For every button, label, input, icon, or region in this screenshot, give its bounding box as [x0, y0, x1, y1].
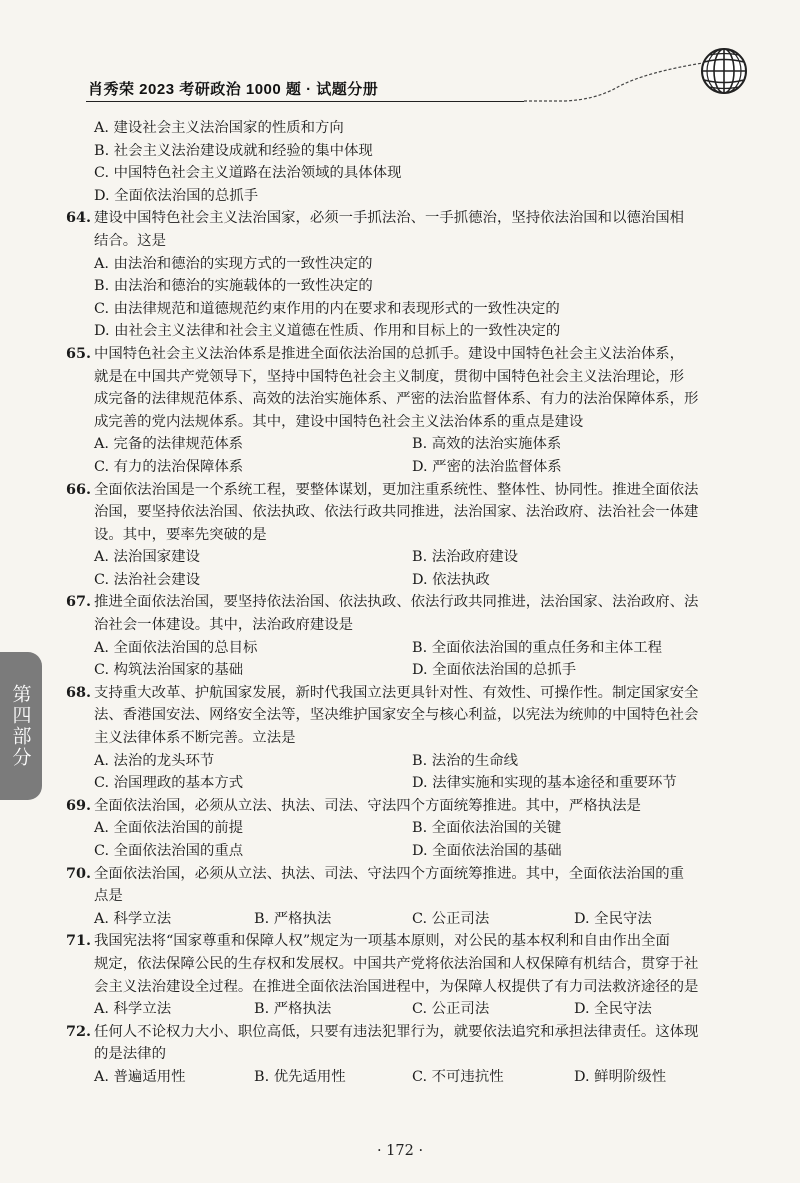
option: B. 优先适用性	[254, 1068, 346, 1085]
options	[94, 817, 750, 862]
question-text: 全面依法治国，必须从立法、执法、司法、守法四个方面统筹推进。其中，严格执法是	[94, 797, 641, 814]
question-continued-line	[94, 1043, 750, 1066]
question-text: 结合。这是	[94, 232, 166, 249]
question-text: 支持重大改革、护航国家发展，新时代我国立法更具针对性、有效性、可操作性。制定国家安全	[94, 684, 699, 701]
question-number: 64.	[66, 209, 92, 227]
question-continued-line	[94, 953, 750, 976]
question	[66, 1021, 750, 1089]
option: A. 科学立法	[94, 1001, 172, 1018]
questions	[66, 207, 750, 1088]
globe-icon	[699, 46, 749, 96]
option: C. 不可违抗性	[412, 1068, 504, 1085]
option: A. 全面依法治国的总目标	[94, 639, 258, 656]
option: D. 全面依法治国的总抓手	[412, 662, 577, 679]
option: A. 法治国家建设	[94, 549, 200, 566]
question-continued-line	[94, 524, 750, 547]
question-text: 全面依法治国，必须从立法、执法、司法、守法四个方面统筹推进。其中，全面依法治国的重	[94, 865, 685, 882]
question	[66, 682, 750, 795]
option: C. 法治社会建设	[94, 571, 200, 588]
question	[66, 795, 750, 863]
question	[66, 207, 750, 343]
question-first-line	[66, 795, 750, 818]
page-number: · 172 ·	[376, 1143, 424, 1159]
option: B. 严格执法	[254, 910, 332, 927]
section-side-tab	[0, 652, 42, 800]
question-continued-line	[94, 230, 750, 253]
option: C. 有力的法治保障体系	[94, 458, 244, 475]
question-first-line	[66, 863, 750, 886]
question-text: 治社会一体建设。其中，法治政府建设是	[94, 617, 354, 634]
options	[94, 750, 750, 795]
question-first-line	[66, 591, 750, 614]
question-number: 65.	[66, 344, 92, 362]
question-text: 我国宪法将“国家尊重和保障人权”规定为一项基本原则，对公民的基本权利和自由作出全面	[94, 933, 670, 950]
question	[66, 343, 750, 479]
options	[94, 998, 750, 1021]
option: C. 中国特色社会主义道路在法治领域的具体体现	[94, 165, 402, 182]
question-continued-line	[94, 614, 750, 637]
header-dashed-curve	[524, 60, 709, 102]
option: D. 严密的法治监督体系	[412, 458, 562, 475]
question-text: 成完备的法律规范体系、高效的法治实施体系、严密的法治监督体系、有力的法治保障体系，形	[94, 391, 699, 408]
question-text: 主义法律体系不断完善。立法是	[94, 730, 296, 747]
question-text: 中国特色社会主义法治体系是推进全面依法治国的总抓手。建设中国特色社会主义法治体系，	[94, 345, 685, 362]
option: B. 法治的生命线	[412, 752, 519, 769]
question-first-line	[66, 343, 750, 366]
option: B. 全面依法治国的关键	[412, 820, 562, 837]
header-rule	[86, 101, 524, 102]
option: B. 高效的法治实施体系	[412, 436, 562, 453]
question-number: 70.	[66, 864, 92, 882]
question	[66, 863, 750, 931]
option: A. 科学立法	[94, 910, 172, 927]
option: B. 法治政府建设	[412, 549, 519, 566]
option: C. 公正司法	[412, 1001, 490, 1018]
option: B. 社会主义法治建设成就和经验的集中体现	[94, 142, 373, 159]
question-first-line	[66, 207, 750, 230]
question-number: 71.	[66, 932, 92, 950]
question-continued-line	[94, 388, 750, 411]
option: A. 全面依法治国的前提	[94, 820, 244, 837]
option: A. 完备的法律规范体系	[94, 436, 244, 453]
question-text: 成完善的党内法规体系。其中，建设中国特色社会主义法治体系的重点是建设	[94, 413, 584, 430]
question-text: 法、香港国安法、网络安全法等，坚决维护国家安全与核心利益，以宪法为统帅的中国特色社会	[94, 707, 699, 724]
question-text: 设。其中，要率先突破的是	[94, 526, 267, 543]
option: C. 构筑法治国家的基础	[94, 662, 244, 679]
question-text: 建设中国特色社会主义法治国家，必须一手抓法治、一手抓德治，坚持依法治国和以德治国相	[94, 210, 685, 227]
question-first-line	[66, 682, 750, 705]
option: A. 法治的龙头环节	[94, 752, 215, 769]
options	[94, 908, 750, 931]
question-text: 规定，依法保障公民的生存权和发展权。中国共产党将依法治国和人权保障有机结合，贯穿于社	[94, 955, 699, 972]
option: A. 由法治和德治的实现方式的一致性决定的	[94, 255, 373, 272]
options	[94, 433, 750, 478]
question-continued-line	[94, 704, 750, 727]
option: D. 全民守法	[574, 910, 652, 927]
question-number: 72.	[66, 1022, 92, 1040]
question-list	[66, 117, 750, 1089]
option: A. 建设社会主义法治国家的性质和方向	[94, 120, 344, 136]
option: D. 由社会主义法律和社会主义道德在性质、作用和目标上的一致性决定的	[94, 323, 561, 340]
option: B. 严格执法	[254, 1001, 332, 1018]
lead-options	[94, 117, 750, 207]
option: D. 依法执政	[412, 571, 490, 588]
question-continued-line	[94, 976, 750, 999]
question-text: 会主义法治建设全过程。在推进全面依法治国进程中，为保障人权提供了有力司法救济途径的是	[94, 978, 699, 995]
option: C. 公正司法	[412, 910, 490, 927]
question-continued-line	[94, 885, 750, 908]
question-text: 的是法律的	[94, 1046, 166, 1063]
question	[66, 930, 750, 1020]
question-text: 点是	[94, 888, 123, 905]
question	[66, 591, 750, 681]
question-continued-line	[94, 727, 750, 750]
question	[66, 479, 750, 592]
question-text: 全面依法治国是一个系统工程，要整体谋划，更加注重系统性、整体性、协同性。推进全面依法	[94, 481, 699, 498]
question-text: 推进全面依法治国，要坚持依法治国、依法执政、依法行政共同推进，法治国家、法治政府、法	[94, 594, 699, 611]
question-continued-line	[94, 366, 750, 389]
question-text: 任何人不论权力大小、职位高低，只要有违法犯罪行为，就要依法追究和承担法律责任。这体现	[94, 1023, 699, 1040]
option: D. 全面依法治国的总抓手	[94, 187, 259, 204]
option: C. 全面依法治国的重点	[94, 843, 244, 859]
option: C. 由法律规范和道德规范约束作用的内在要求和表现形式的一致性决定的	[94, 300, 560, 317]
option: D. 鲜明阶级性	[574, 1068, 667, 1085]
question-number: 67.	[66, 593, 92, 611]
question-continued-line	[94, 501, 750, 524]
option: C. 治国理政的基本方式	[94, 775, 244, 792]
option: D. 全民守法	[574, 1001, 652, 1018]
question-number: 66.	[66, 480, 92, 498]
question-first-line	[66, 1021, 750, 1044]
question-number: 68.	[66, 683, 92, 701]
option: B. 由法治和德治的实施载体的一致性决定的	[94, 278, 373, 295]
option: A. 普遍适用性	[94, 1068, 186, 1085]
options	[94, 253, 750, 343]
question-text: 治国，要坚持依法治国、依法执政、依法行政共同推进，法治国家、法治政府、法治社会一体建	[94, 504, 699, 521]
section-side-tab-label: 第四部分	[9, 684, 32, 768]
question-text: 就是在中国共产党领导下，坚持中国特色社会主义制度，贯彻中国特色社会主义法治理论，形	[94, 368, 685, 385]
option: B. 全面依法治国的重点任务和主体工程	[412, 639, 662, 656]
options	[94, 637, 750, 682]
question-first-line	[66, 479, 750, 502]
header-title: 肖秀荣 2023 考研政治 1000 题 · 试题分册	[88, 81, 379, 98]
options	[94, 1066, 750, 1089]
question-continued-line	[94, 411, 750, 434]
options	[94, 546, 750, 591]
option: D. 全面依法治国的基础	[412, 843, 562, 859]
question-number: 69.	[66, 796, 92, 814]
question-first-line	[66, 930, 750, 953]
option: D. 法律实施和实现的基本途径和重要环节	[412, 775, 677, 792]
